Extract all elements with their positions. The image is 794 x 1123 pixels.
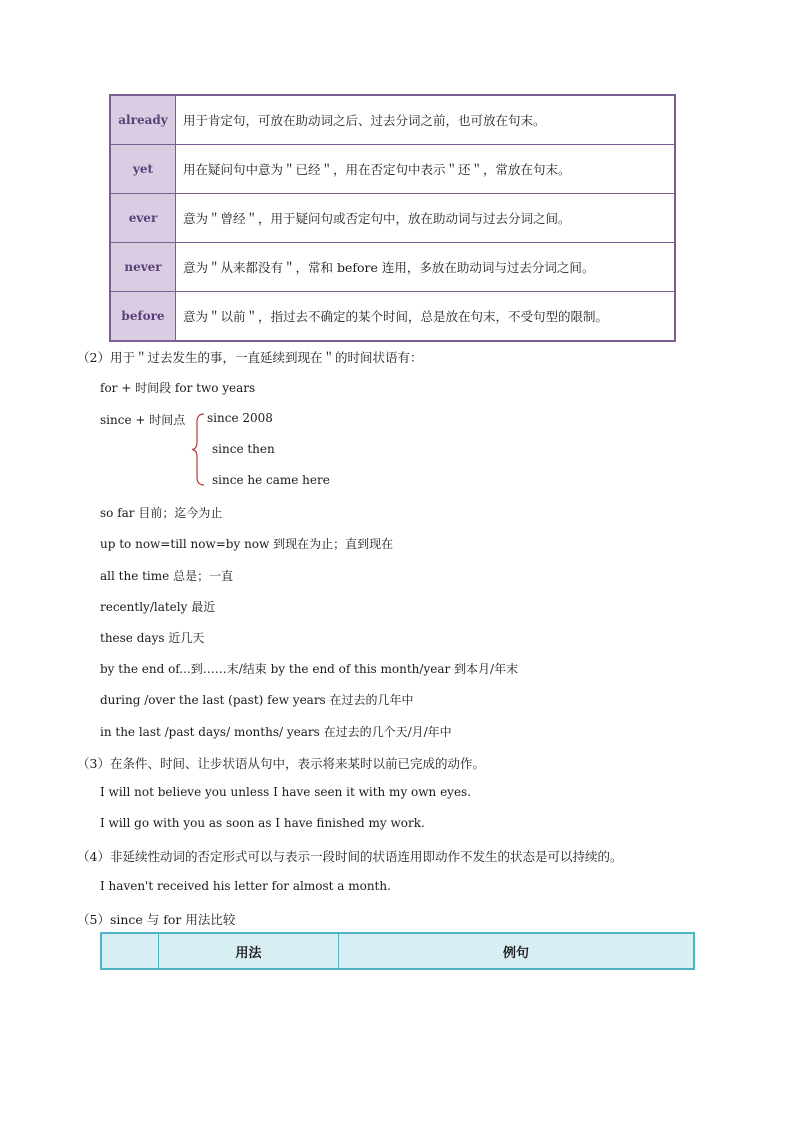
adverb-word: ever: [110, 194, 176, 243]
table-row: [110, 292, 675, 342]
table-row: [110, 243, 675, 292]
since-for-table: [100, 932, 695, 970]
since-label: since + 时间点: [100, 413, 186, 427]
column-header-blank: [101, 933, 159, 969]
since-item: since then: [212, 442, 275, 456]
list-item: recently/lately 最近: [100, 600, 216, 614]
table-row: [110, 95, 675, 145]
section-2-heading: （2）用于＂过去发生的事，一直延续到现在＂的时间状语有：: [77, 350, 423, 365]
adverb-desc: 意为＂以前＂，指过去不确定的某个时间，总是放在句末，不受句型的限制。: [176, 292, 676, 342]
adverb-word: before: [110, 292, 176, 342]
for-line: for + 时间段 for two years: [100, 381, 256, 395]
curly-brace-icon: [191, 412, 205, 487]
table-header-row: [101, 933, 694, 969]
adverb-desc: 意为＂曾经＂，用于疑问句或否定句中，放在助动词与过去分词之间。: [176, 194, 676, 243]
table-row: [110, 194, 675, 243]
adverb-word: yet: [110, 145, 176, 194]
since-item: since 2008: [207, 411, 273, 425]
list-item: so far 目前；迄今为止: [100, 506, 223, 520]
column-header-example: 例句: [339, 933, 695, 969]
list-item: by the end of...到……末/结束 by the end of this month/year 到本月/年末: [100, 662, 519, 676]
list-item: up to now=till now=by now 到现在为止；直到现在: [100, 537, 394, 551]
example-sentence: I will not believe you unless I have seen it with my own eyes.: [100, 785, 472, 799]
list-item: these days 近几天: [100, 631, 205, 645]
adverb-word: already: [110, 95, 176, 145]
section-5-heading: （5）since 与 for 用法比较: [77, 912, 236, 927]
adverb-desc: 意为＂从来都没有＂，常和 before 连用，多放在助动词与过去分词之间。: [176, 243, 676, 292]
since-item: since he came here: [212, 473, 330, 487]
section-3-heading: （3）在条件、时间、让步状语从句中，表示将来某时以前已完成的动作。: [77, 756, 485, 771]
section-4-heading: （4）非延续性动词的否定形式可以与表示一段时间的状语连用即动作不发生的状态是可以持续的。: [77, 849, 623, 864]
adverb-desc: 用于肯定句，可放在助动词之后、过去分词之前，也可放在句末。: [176, 95, 676, 145]
list-item: during /over the last (past) few years 在过去的几年中: [100, 693, 414, 707]
table-row: [110, 145, 675, 194]
adverb-table: [109, 94, 676, 342]
list-item: in the last /past days/ months/ years 在过去的几个天/月/年中: [100, 725, 452, 739]
adverb-word: never: [110, 243, 176, 292]
list-item: all the time 总是；一直: [100, 569, 234, 583]
column-header-usage: 用法: [159, 933, 339, 969]
example-sentence: I haven't received his letter for almost a month.: [100, 879, 391, 893]
example-sentence: I will go with you as soon as I have finished my work.: [100, 816, 425, 830]
adverb-desc: 用在疑问句中意为＂已经＂，用在否定句中表示＂还＂，常放在句末。: [176, 145, 676, 194]
